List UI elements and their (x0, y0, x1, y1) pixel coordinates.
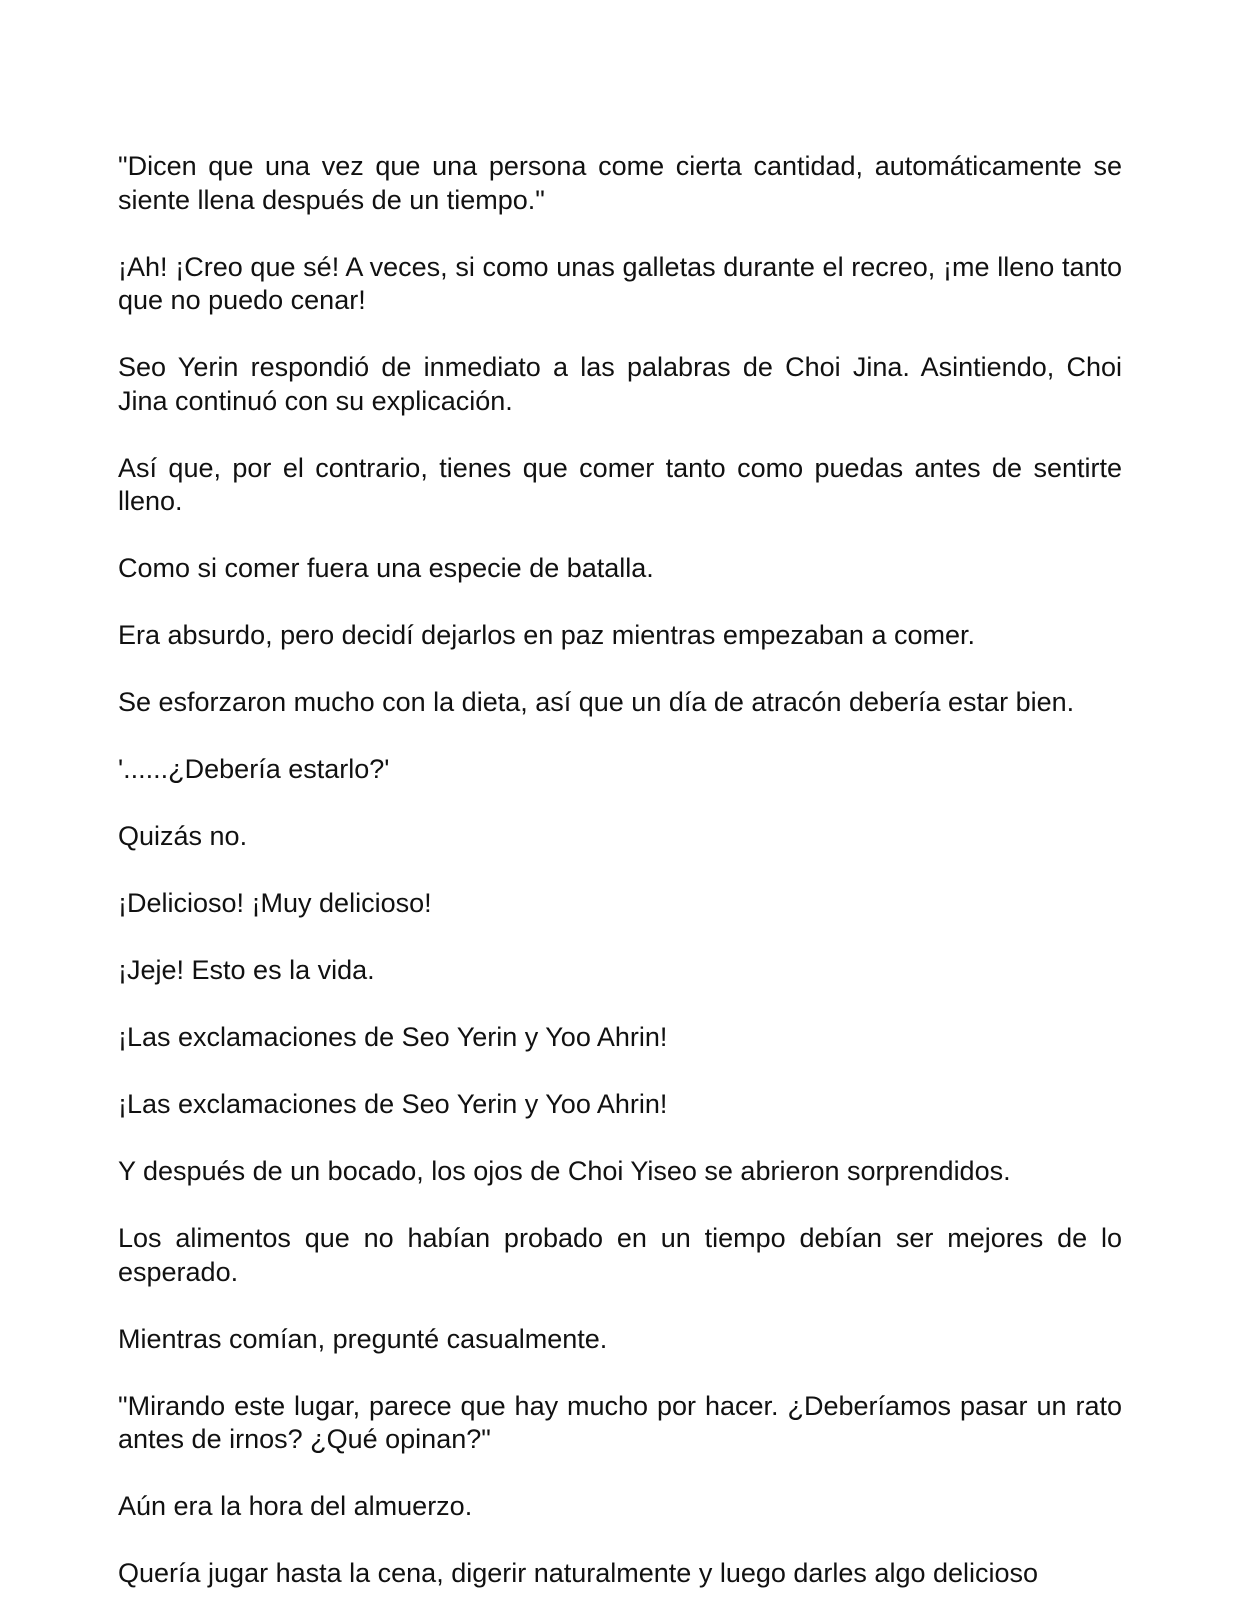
paragraph: Aún era la hora del almuerzo. (118, 1491, 473, 1521)
paragraph: "Dicen que una vez que una persona come cierta cantidad, automáticamente se siente llena después de un tiempo." (118, 151, 1122, 215)
paragraph: ¡Ah! ¡Creo que sé! A veces, si como unas galletas durante el recreo, ¡me lleno tanto que no puedo cenar! (118, 251, 1122, 315)
paragraph: ¡Delicioso! ¡Muy delicioso! (118, 888, 432, 918)
paragraph: Se esforzaron mucho con la dieta, así que un día de atracón debería estar bien. (118, 687, 1075, 717)
paragraph: Mientras comían, pregunté casualmente. (118, 1323, 608, 1354)
paragraph: ¡Las exclamaciones de Seo Yerin y Yoo Ahrin! (118, 1022, 668, 1052)
paragraph: Seo Yerin respondió de inmediato a las palabras de Choi Jina. Asintiendo, Choi Jina continuó con su explicación. (118, 352, 1122, 416)
paragraph: '......¿Debería estarlo?' (118, 754, 390, 784)
paragraph: Como si comer fuera una especie de batalla. (118, 553, 654, 583)
paragraph: "Mirando este lugar, parece que hay mucho por hacer. ¿Deberíamos pasar un rato antes de irnos? ¿Qué opinan?" (118, 1390, 1122, 1454)
paragraph: Era absurdo, pero decidí dejarlos en paz mientras empezaban a comer. (118, 620, 975, 650)
paragraph: ¡Las exclamaciones de Seo Yerin y Yoo Ahrin! (118, 1089, 668, 1119)
paragraph: Quería jugar hasta la cena, digerir naturalmente y luego darles algo delicioso (118, 1558, 1039, 1588)
paragraph: Los alimentos que no habían probado en un tiempo debían ser mejores de lo esperado. (118, 1223, 1122, 1287)
paragraph: Y después de un bocado, los ojos de Choi Yiseo se abrieron sorprendidos. (118, 1156, 1011, 1186)
paragraph: Quizás no. (118, 821, 248, 851)
document-body (118, 150, 1122, 1620)
paragraph: Así que, por el contrario, tienes que comer tanto como puedas antes de sentirte lleno. (118, 452, 1122, 516)
paragraph: ¡Jeje! Esto es la vida. (118, 955, 375, 985)
